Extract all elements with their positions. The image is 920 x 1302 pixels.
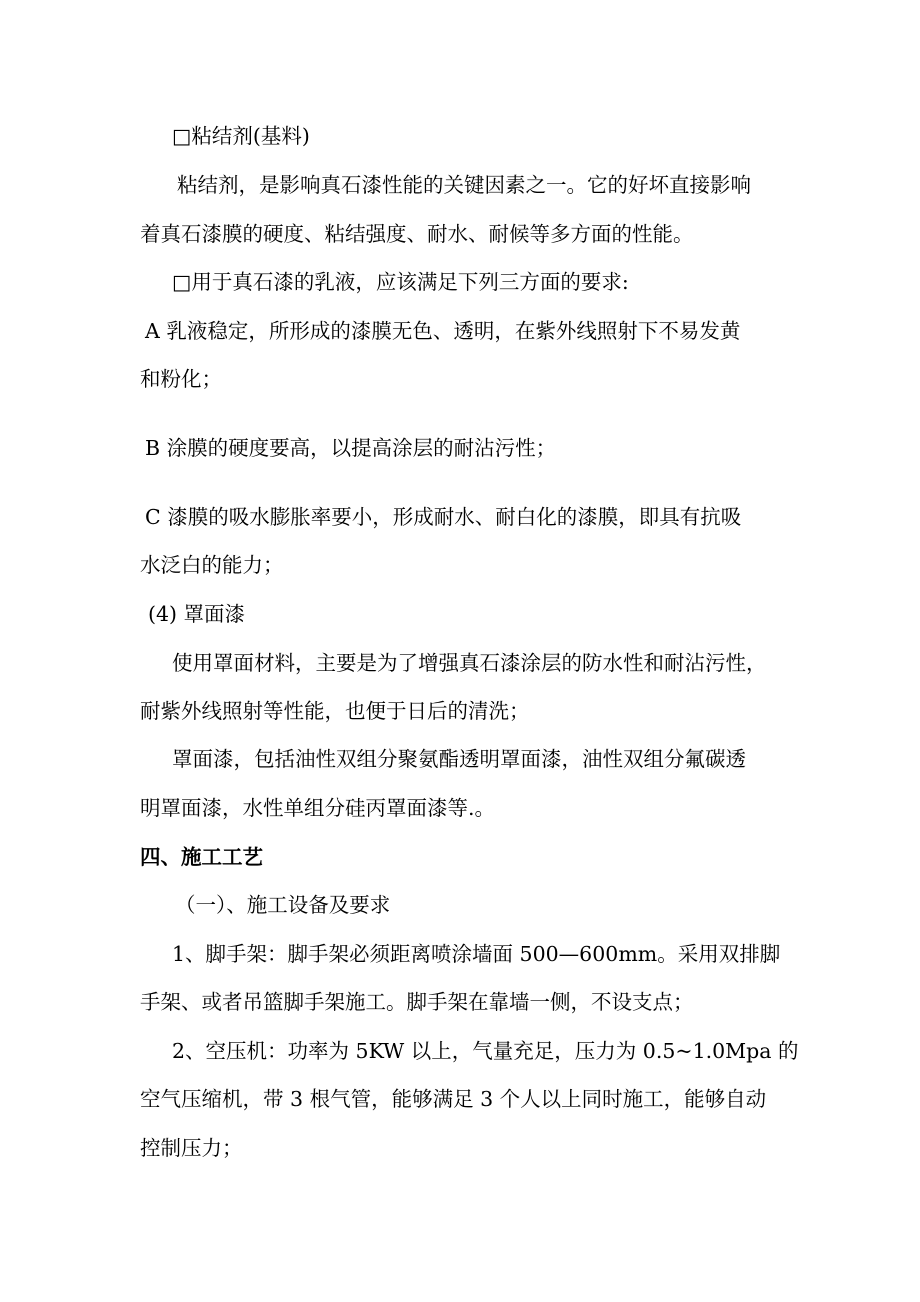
paragraph-line: 控制压力；	[140, 1136, 243, 1160]
paragraph-line: 罩面漆，包括油性双组分聚氨酯透明罩面漆，油性双组分氟碳透	[172, 747, 746, 771]
paragraph-line: 着真石漆膜的硬度、粘结强度、耐水、耐候等多方面的性能。	[140, 222, 694, 246]
paragraph-line: 空气压缩机，带 3 根气管，能够满足 3 个人以上同时施工，能够自动	[140, 1087, 767, 1111]
paragraph-line: 水泛白的能力；	[140, 553, 284, 577]
paragraph-line: 粘结剂，是影响真石漆性能的关键因素之一。它的好坏直接影响	[177, 173, 751, 197]
requirement-a: A 乳液稳定，所形成的漆膜无色、透明，在紫外线照射下不易发黄	[145, 319, 741, 343]
paragraph-line: 明罩面漆，水性单组分硅丙罩面漆等.。	[140, 796, 496, 820]
requirement-b: B 涂膜的硬度要高，以提高涂层的耐沾污性；	[145, 436, 557, 460]
paragraph-line: 使用罩面材料，主要是为了增强真石漆涂层的防水性和耐沾污性，	[172, 651, 767, 675]
requirement-c: C 漆膜的吸水膨胀率要小，形成耐水、耐白化的漆膜，即具有抗吸	[145, 505, 742, 529]
paragraph-line: 耐紫外线照射等性能，也便于日后的清洗；	[140, 699, 530, 723]
paragraph-line: 手架、或者吊篮脚手架施工。脚手架在靠墙一侧，不设支点；	[140, 990, 694, 1014]
list-item-compressor: 2、空压机：功率为 5KW 以上，气量充足，压力为 0.5~1.0Mpa 的	[172, 1039, 799, 1063]
section-heading-construction-process: 四、施工工艺	[140, 845, 263, 869]
subheading-emulsion-requirements: □用于真石漆的乳液，应该满足下列三方面的要求:	[172, 270, 629, 294]
subsection-heading-equipment: （一）、施工设备及要求	[175, 893, 391, 917]
subheading-binder: □粘结剂(基料)	[172, 124, 310, 148]
paragraph-line: 和粉化；	[140, 367, 222, 391]
list-item-scaffold: 1、脚手架：脚手架必须距离喷涂墙面 500—600mm。采用双排脚	[172, 942, 781, 966]
subheading-topcoat: (4) 罩面漆	[148, 602, 246, 626]
